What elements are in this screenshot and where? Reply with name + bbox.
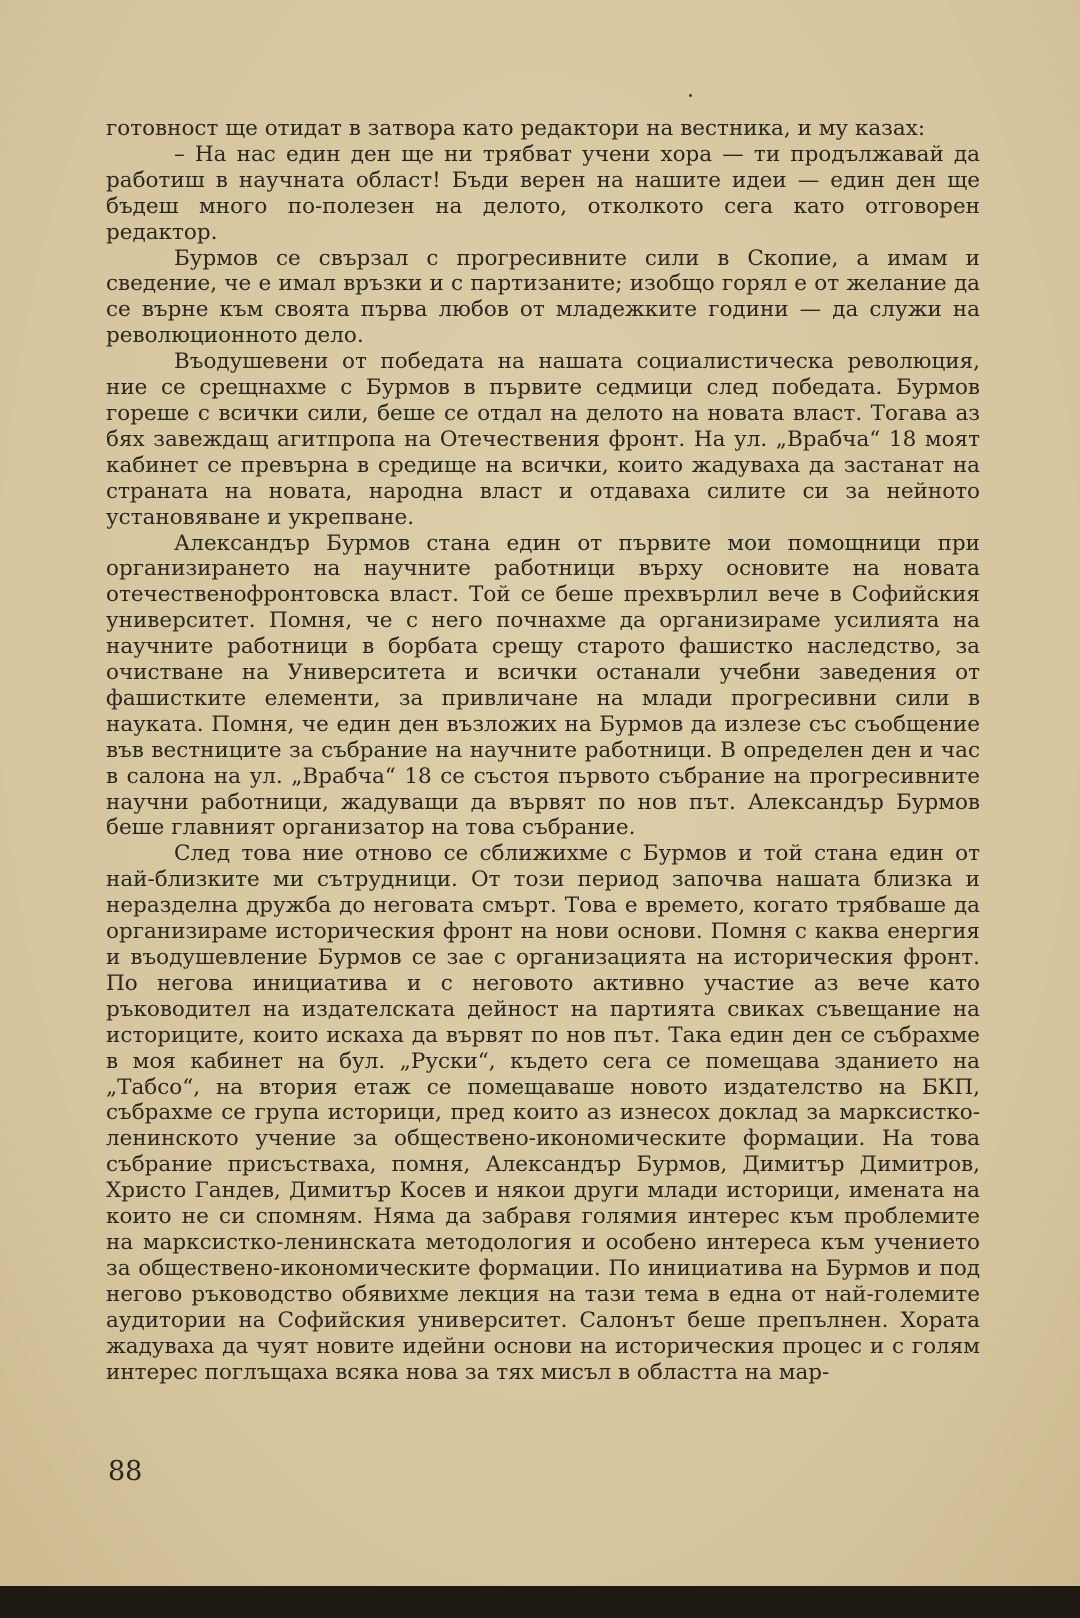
body-text bbox=[106, 116, 980, 1385]
paragraph: – На нас един ден ще ни трябват учени хора — ти продължавай да работиш в научната област! Бъди верен на нашите идеи — един ден ще бъдеш много по-полезен на делото, отколкото сега като отговорен редактор. bbox=[106, 141, 980, 245]
paragraph: Бурмов се свързал с прогресивните сили в Скопие, а имам и сведение, че е имал връзки и с партизаните; изобщо горял е от желание да се върне към своята първа любов от младежките години — да служи на революционното дело. bbox=[106, 245, 980, 349]
paragraph: Александър Бурмов стана един от първите мои помощници при организирането на научните работници върху основите на новата отечественофронтовска власт. Той се беше прехвърлил вече в Софийския университет. Помня, че с него почнахме да организираме усилията на научните работници в борбата срещу старото фашистко наследство, за очистване на Университета и всички останали учебни заведения от фашистките елементи, за привличане на млади прогресивни сили в науката. Помня, че един ден възложих на Бурмов да излезе със съобщение във вестниците за събрание на научните работници. В определен ден и час в салона на ул. „Врабча“ 18 се състоя първото събрание на прогресивните научни работници, жадуващи да вървят по нов път. Александър Бурмов беше главният организатор на това събрание. bbox=[106, 530, 980, 841]
paragraph: Въодушевени от победата на нашата социалистическа революция, ние се срещнахме с Бурмов в първите седмици след победата. Бурмов гореше с всички сили, беше се отдал на делото на новата власт. Тогава аз бях завеждащ агитпропа на Отечествения фронт. На ул. „Врабча“ 18 моят кабинет се превърна в средище на всички, които жадуваха да застанат на страната на новата, народна власт и отдаваха силите си за нейното установяване и укрепване. bbox=[106, 349, 980, 530]
scan-border bbox=[0, 1586, 1080, 1618]
page-number: 88 bbox=[108, 1456, 143, 1487]
ink-speck bbox=[689, 94, 692, 97]
paragraph: След това ние отново се сближихме с Бурмов и той стана един от най-близките ми сътрудници. От този период започва нашата близка и неразделна дружба до неговата смърт. Това е времето, когато трябваше да организираме историческия фронт на нови основи. Помня с каква енергия и въодушевление Бурмов се зае с организацията на историческия фронт. По негова инициатива и с неговото активно участие аз вече като ръководител на издателската дейност на партията свиках съвещание на историците, които искаха да вървят по нов път. Така един ден се събрахме в моя кабинет на бул. „Руски“, където сега се помещава зданието на „Табсо“, на втория етаж се помещаваше новото издателство на БКП, събрахме се група историци, пред които аз изнесох доклад за марксистко-ленинското учение за обществено-икономическите формации. На това събрание присъстваха, помня, Александър Бурмов, Димитър Димитров, Христо Гандев, Димитър Косев и някои други млади историци, имената на които не си спомням. Няма да забравя голямия интерес към проблемите на марксистко-ленинската методология и особено интереса към учението за обществено-икономическите формации. По инициатива на Бурмов и под негово ръководство обявихме лекция на тази тема в една от най-големите аудитории на Софийския университет. Салонът беше препълнен. Хората жадуваха да чуят новите идейни основи на историческия процес и с голям интерес поглъщаха всяка нова за тях мисъл в областта на мар- bbox=[106, 841, 980, 1385]
paragraph: готовност ще отидат в затвора като редактори на вестника, и му казах: bbox=[106, 116, 926, 141]
